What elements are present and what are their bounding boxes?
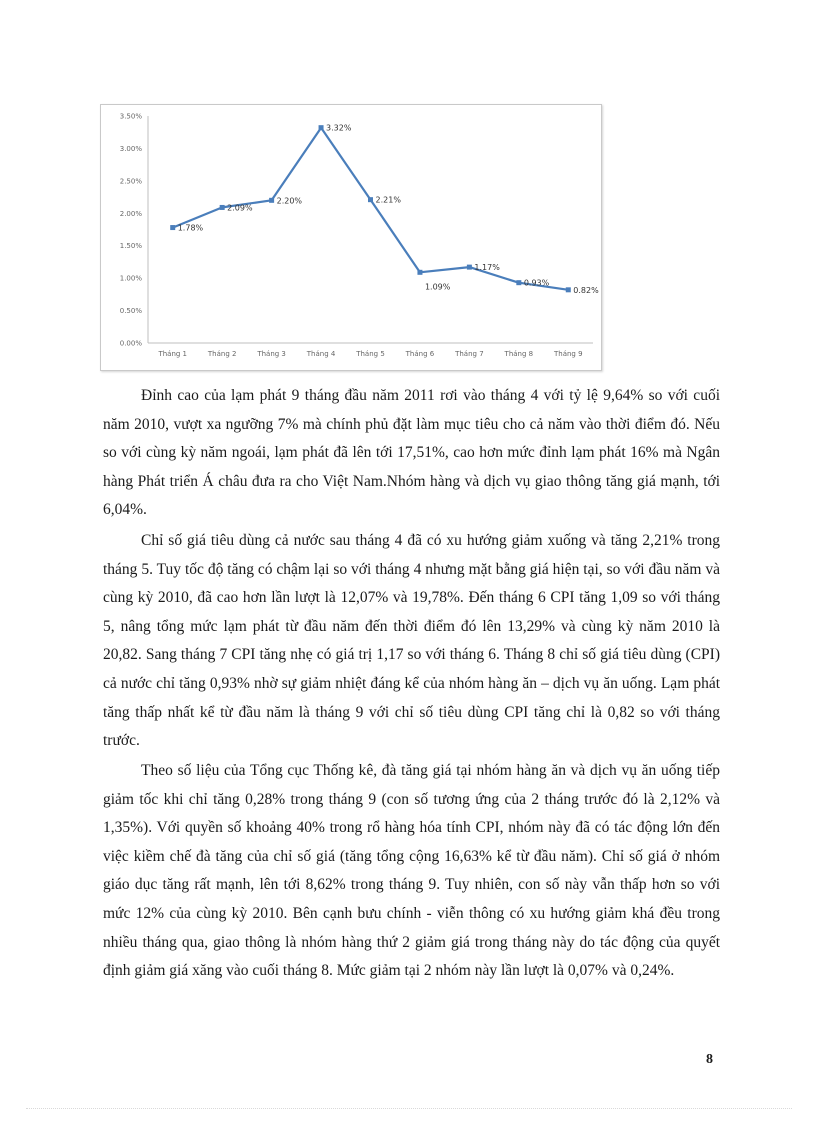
x-tick-label: Tháng 3 [257,350,286,358]
data-point-marker [220,205,225,210]
data-label: 1.17% [474,263,500,273]
x-axis-ticks [157,350,582,358]
paragraph-block [103,382,720,525]
data-label: 2.20% [276,196,303,206]
data-point-marker [516,280,521,285]
paragraph-block [103,757,720,986]
page-number: 8 [706,1052,713,1067]
y-tick-label: 1.00% [119,274,142,283]
y-tick-label: 3.50% [119,112,142,121]
y-tick-label: 2.50% [119,177,142,186]
line-chart [100,104,602,371]
paragraph-inflation-peak: Đỉnh cao của lạm phát 9 tháng đầu năm 2011 rơi vào tháng 4 với tỷ lệ 9,64% so với cuối năm 2010, vượt xa ngưỡng 7% mà chính phủ đặt làm mục tiêu cho cả năm vào thời điểm đó. Nếu so với cùng kỳ năm ngoái, lạm phát đã lên tới 17,51%, cao hơn mức đỉnh lạm phát 16% mà Ngân hàng Phát triển Á châu đưa ra cho Việt Nam.Nhóm hàng và dịch vụ giao thông tăng giá mạnh, tới 6,04%. [103,387,720,519]
y-tick-label: 2.00% [119,209,142,218]
x-tick-label: Tháng 7 [455,350,484,358]
data-label: 0.93% [523,278,550,288]
y-tick-label: 0.50% [119,307,142,316]
x-tick-label: Tháng 5 [356,350,385,358]
data-point-marker [467,265,472,270]
x-tick-label: Tháng 4 [306,350,336,358]
page-bottom-divider [26,1108,792,1109]
chart-svg [101,105,601,370]
data-point-marker [566,287,571,292]
data-label: 0.82% [573,285,599,295]
x-tick-label: Tháng 9 [553,350,583,358]
data-label: 1.09% [424,282,451,292]
y-axis-ticks [120,113,143,348]
data-label: 3.32% [326,123,352,133]
x-tick-label: Tháng 8 [504,350,534,358]
paragraph-food-groups: Theo số liệu của Tổng cục Thống kê, đà tăng giá tại nhóm hàng ăn và dịch vụ ăn uống tiếp giảm tốc khi chỉ tăng 0,28% trong tháng 9 (con số tương ứng của 2 tháng trước đó là 2,12% và 1,35%). Với quyền số khoảng 40% trong rổ hàng hóa tính CPI, nhóm này đã có tác động lớn đến việc kiềm chế đà tăng của chỉ số giá (tăng tổng cộng 16,63% kể từ đầu năm). Chỉ số giá ở nhóm giáo dục tăng rất mạnh, lên tới 8,62% trong tháng 9. Tuy nhiên, con số này vẫn thấp hơn so với mức 12% của cùng kỳ 2010. Bên cạnh bưu chính - viễn thông có xu hướng giảm khá đều trong nhiều tháng qua, giao thông là nhóm hàng thứ 2 giảm giá trong tháng này do tác động của quyết định giảm giá xăng vào cuối tháng 8. Mức giảm tại 2 nhóm này lần lượt là 0,07% và 0,24%. [103,762,720,980]
y-tick-label: 3.00% [119,144,142,153]
data-point-marker [170,225,175,230]
y-tick-label: 0.00% [119,339,142,348]
paragraph-block [103,527,720,756]
x-tick-label: Tháng 6 [405,350,435,358]
data-point-marker [319,125,324,130]
data-label: 2.21% [375,195,401,205]
data-point-marker [269,198,274,203]
paragraph-cpi-trend: Chỉ số giá tiêu dùng cả nước sau tháng 4 đã có xu hướng giảm xuống và tăng 2,21% trong tháng 5. Tuy tốc độ tăng có chậm lại so với tháng 4 nhưng mặt bằng giá hiện tại, so với đầu năm và cùng kỳ 2010, đã cao hơn lần lượt là 12,07% và 19,78%. Đến tháng 6 CPI tăng 1,09 so với tháng 5, nâng tổng mức lạm phát từ đầu năm đến thời điểm đó lên 13,29% và cùng kỳ năm 2010 là 20,82. Sang tháng 7 CPI tăng nhẹ có giá trị 1,17 so với tháng 6. Tháng 8 chỉ số giá tiêu dùng (CPI) cả nước chỉ tăng 0,93% nhờ sự giảm nhiệt đáng kể của nhóm hàng ăn – dịch vụ ăn uống. Lạm phát tăng thấp nhất kể từ đầu năm là tháng 9 với chỉ số tiêu dùng CPI tăng chỉ là 0,82 so với tháng trước. [103,532,720,750]
series-layer [170,124,599,295]
y-tick-label: 1.50% [119,242,142,251]
data-point-marker [417,270,422,275]
data-point-marker [368,197,373,202]
data-label: 1.78% [177,223,204,233]
x-tick-label: Tháng 2 [207,350,237,358]
data-label: 2.09% [227,203,253,213]
x-tick-label: Tháng 1 [158,350,188,358]
